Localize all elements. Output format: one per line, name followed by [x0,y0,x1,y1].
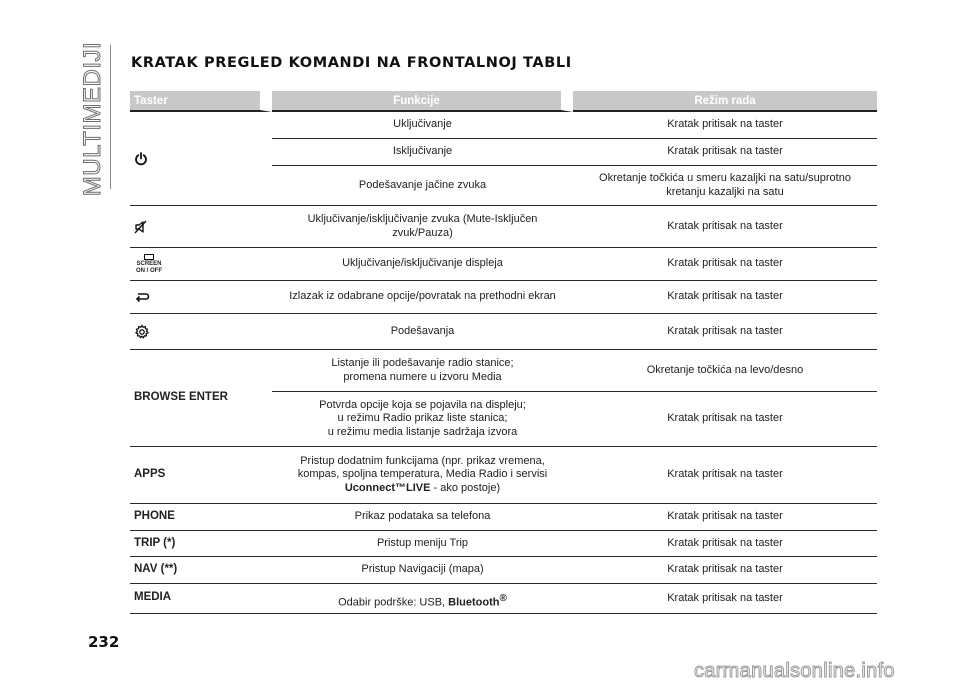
mode-cell: Kratak pritisak na taster [573,584,877,614]
function-cell: Pristup Navigaciji (mapa) [272,557,573,584]
mode-cell: Kratak pritisak na taster [573,248,877,281]
key-cell-media: MEDIA [130,584,272,614]
mode-cell: Kratak pritisak na taster [573,447,877,504]
function-line: promena numere u izvoru Media [343,370,502,383]
table-row [130,350,877,392]
function-cell [272,584,573,614]
function-cell [272,206,573,248]
function-text: - ako postoje) [430,481,501,494]
back-arrow-icon [134,291,150,303]
function-line: Listanje ili podešavanje radio stanice; [331,357,514,369]
key-cell-settings [130,314,272,350]
function-line: zvuk/Pauza) [392,226,453,239]
key-cell-trip: TRIP (*) [130,531,272,557]
mode-line: kretanju kazaljki na satu [666,185,784,198]
function-cell: Uključivanje [272,112,573,139]
screen-icon-text: ON / OFF [136,267,162,274]
table-row [130,557,877,584]
function-cell: Uključivanje/isključivanje displeja [272,248,573,281]
function-cell [272,392,573,447]
function-text: Odabir podrške: USB, [338,596,449,609]
controls-table [130,91,877,614]
table-row [130,206,877,248]
watermark: carmanualsonline.info [694,660,895,682]
power-icon [134,152,148,166]
function-cell [272,447,573,504]
section-divider [110,45,111,189]
mode-cell: Kratak pritisak na taster [573,281,877,314]
table-row [130,314,877,350]
settings-gear-icon [134,324,150,340]
key-cell-nav: NAV (**) [130,557,272,584]
table-row [130,447,877,504]
header-funkcije: Funkcije [272,91,573,112]
header-taster: Taster [130,91,272,112]
key-cell-browse-enter: BROWSE ENTER [130,350,272,447]
key-cell-phone: PHONE [130,504,272,531]
function-line: u režimu media listanje sadržaja izvora [327,425,518,438]
section-tab-label: MULTIMEDIJI [79,41,107,197]
function-cell: Isključivanje [272,139,573,166]
mode-cell: Okretanje točkića na levo/desno [573,350,877,392]
key-cell-mute [130,206,272,248]
screen-icon-text: SCREEN [136,260,162,267]
mode-cell: Kratak pritisak na taster [573,392,877,447]
function-cell: Podešavanje jačine zvuka [272,166,573,206]
function-line: Potvrda opcije koja se pojavila na displeju; [319,398,526,411]
function-cell: Prikaz podataka sa telefona [272,504,573,531]
mode-cell: Kratak pritisak na taster [573,206,877,248]
header-rezim: Režim rada [573,91,877,112]
key-cell-screen [130,248,272,281]
mode-cell: Kratak pritisak na taster [573,112,877,139]
bluetooth-label: Bluetooth [448,596,500,609]
table-row [130,281,877,314]
section-tab [78,41,108,197]
mode-cell: Kratak pritisak na taster [573,531,877,557]
screen-rect [144,254,154,260]
page-title: KRATAK PREGLED KOMANDI NA FRONTALNOJ TABLI [131,55,572,71]
mode-cell [573,166,877,206]
page-number: 232 [88,633,120,651]
function-line: Pristup dodatnim funkcijama (npr. prikaz vremena, [300,454,545,467]
function-cell: Pristup meniju Trip [272,531,573,557]
function-cell: Izlazak iz odabrane opcije/povratak na prethodni ekran [272,281,573,314]
mode-cell: Kratak pritisak na taster [573,139,877,166]
screen-onoff-icon [134,254,164,275]
table-row [130,531,877,557]
table-row [130,584,877,614]
key-cell-apps: APPS [130,447,272,504]
uconnect-live-label: Uconnect™LIVE [344,481,431,494]
mute-icon [134,220,148,234]
mode-line: Okretanje točkića u smeru kazaljki na satu/suprotno [599,172,851,184]
key-cell-back [130,281,272,314]
mode-cell: Kratak pritisak na taster [573,557,877,584]
mode-cell: Kratak pritisak na taster [573,314,877,350]
table-header-row [130,91,877,112]
table-row [130,112,877,139]
mode-cell: Kratak pritisak na taster [573,504,877,531]
function-line [276,482,569,496]
function-cell: Podešavanja [272,314,573,350]
table-row [130,248,877,281]
function-line: kompas, spoljna temperatura, Media Radio i servisi [297,468,548,481]
function-line: Uključivanje/isključivanje zvuka (Mute-Isključen [307,213,538,225]
key-cell-power [130,112,272,206]
registered-mark: ® [499,593,507,604]
function-line: u režimu Radio prikaz liste stanica; [337,412,508,425]
function-cell [272,350,573,392]
table-row [130,504,877,531]
